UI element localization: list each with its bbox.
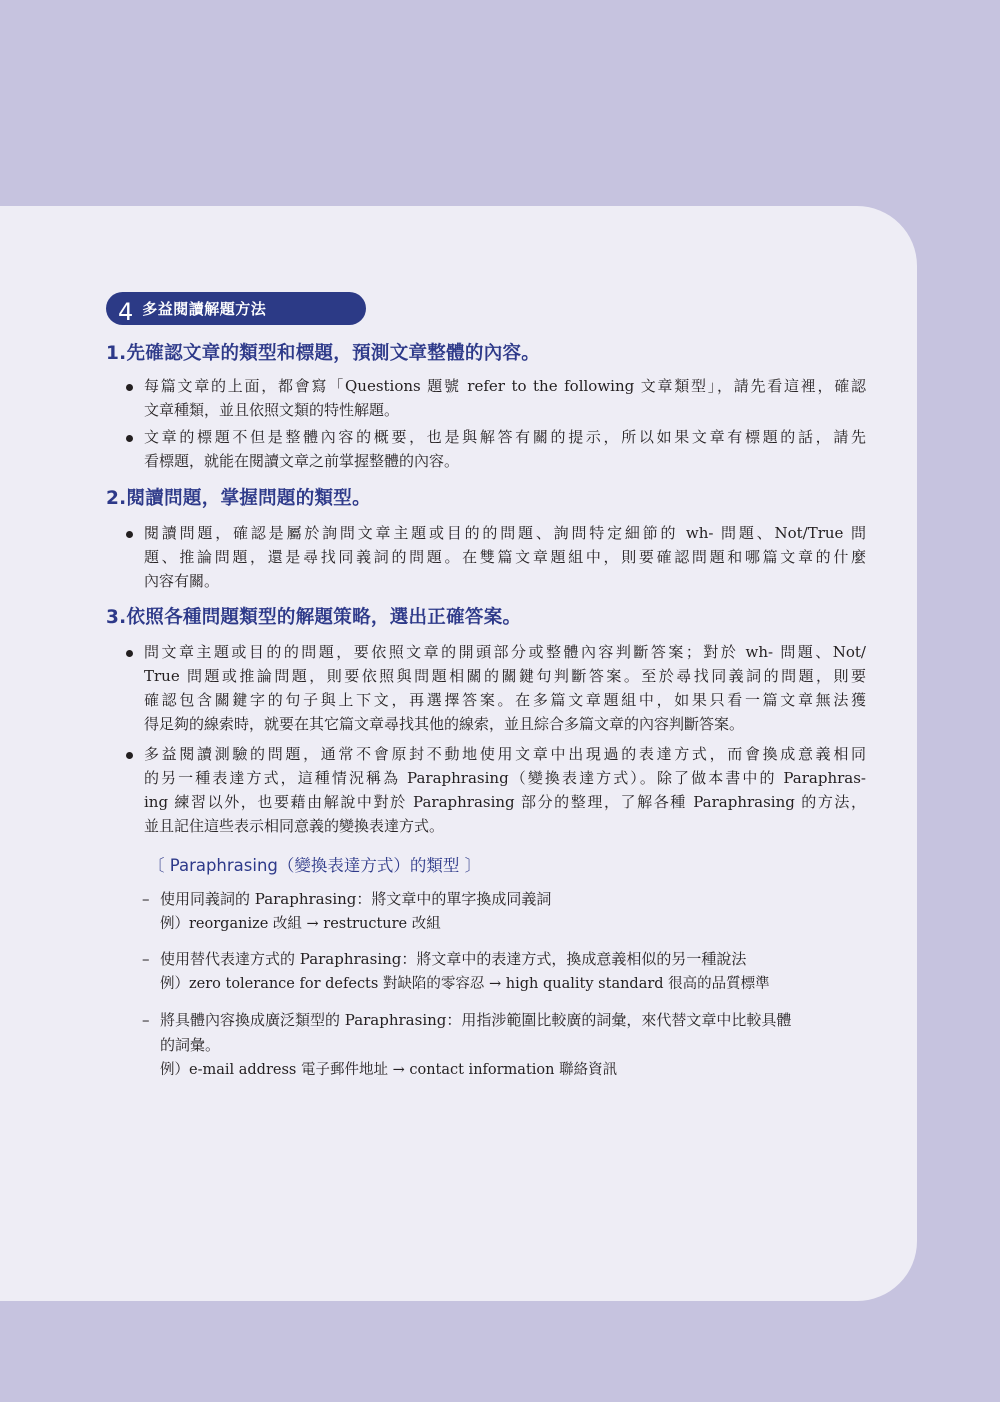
paragraph-line: 文章的標題不但是整體內容的概要，也是與解答有關的提示，所以如果文章有標題的話，請先	[144, 428, 866, 446]
paragraph-line: 確認包含關鍵字的句子與上下文，再選擇答案。在多篇文章題組中，如果只看一篇文章無法獲	[144, 691, 866, 709]
paragraph-line: ing 練習以外，也要藉由解說中對於 Paraphrasing 部分的整理，了解各種 Paraphrasing 的方法，	[144, 793, 866, 811]
paragraph-line: 問文章主題或目的的問題，要依照文章的開頭部分或整體內容判斷答案；對於 wh- 問題、Not/	[144, 643, 866, 661]
paragraph-line: 多益閱讀測驗的問題，通常不會原封不動地使用文章中出現過的表達方式，而會換成意義相同	[144, 745, 866, 763]
paragraph-line: 的另一種表達方式，這種情況稱為 Paraphrasing（變換表達方式）。除了做本書中的 Paraphras-	[144, 769, 866, 787]
bullet-dot	[126, 531, 133, 538]
paraphrasing-type-1	[142, 887, 872, 937]
step-3-heading: 3.依照各種問題類型的解題策略，選出正確答案。	[106, 607, 522, 628]
paragraph-line: 並且記住這些表示相同意義的變換表達方式。	[144, 817, 445, 835]
type-description: 使用替代表達方式的 Paraphrasing：將文章中的表達方式，換成意義相似的另一種說法	[160, 950, 747, 968]
section-tag	[106, 292, 366, 325]
step-3-bullet-2	[126, 742, 866, 838]
paragraph-line: 得足夠的線索時，就要在其它篇文章尋找其他的線索，並且綜合多篇文章的內容判斷答案。	[144, 715, 745, 733]
paragraph-line: 每篇文章的上面，都會寫「Questions 題號 refer to the following 文章類型」，請先看這裡，確認	[144, 377, 866, 395]
bullet-dot	[126, 650, 133, 657]
step-2-heading: 2.閱讀問題，掌握問題的類型。	[106, 488, 371, 509]
paragraph-line: 題、推論問題，還是尋找同義詞的問題。在雙篇文章題組中，則要確認問題和哪篇文章的什麼	[144, 548, 866, 566]
dash-marker: –	[142, 890, 150, 908]
step-2-bullet-1	[126, 521, 866, 593]
section-number: 4	[118, 297, 134, 326]
bullet-dot	[126, 384, 133, 391]
step-1-bullet-2	[126, 425, 866, 473]
type-example: 例）e-mail address 電子郵件地址 → contact information 聯絡資訊	[160, 1062, 618, 1078]
paraphrasing-type-3	[142, 1008, 872, 1083]
paragraph-line: 看標題，就能在閱讀文章之前掌握整體的內容。	[144, 452, 460, 470]
paraphrasing-heading: 〔 Paraphrasing（變換表達方式）的類型 〕	[148, 856, 482, 875]
type-example: 例）reorganize 改組 → restructure 改組	[160, 916, 441, 932]
step-1-bullet-1	[126, 374, 866, 422]
paragraph-line: 閱讀問題，確認是屬於詢問文章主題或目的的問題、詢問特定細節的 wh- 問題、Not/True 問	[144, 524, 866, 542]
dash-marker: –	[142, 950, 150, 968]
paragraph-line: 內容有關。	[144, 572, 220, 590]
type-example: 例）zero tolerance for defects 對缺陷的零容忍 → high quality standard 很高的品質標準	[160, 976, 770, 992]
dash-marker: –	[142, 1011, 150, 1029]
step-1-heading: 1.先確認文章的類型和標題，預測文章整體的內容。	[106, 343, 541, 364]
type-description: 使用同義詞的 Paraphrasing：將文章中的單字換成同義詞	[160, 890, 552, 908]
step-3-bullet-1	[126, 640, 866, 736]
paraphrasing-type-2	[142, 947, 872, 997]
bullet-dot	[126, 435, 133, 442]
paragraph-line: 文章種類，並且依照文類的特性解題。	[144, 401, 400, 419]
paragraph-line: True 問題或推論問題，則要依照與問題相關的關鍵句判斷答案。至於尋找同義詞的問題，則要	[144, 667, 866, 685]
bullet-dot	[126, 752, 133, 759]
type-description-continued: 的詞彙。	[160, 1036, 221, 1054]
section-title: 多益閱讀解題方法	[142, 300, 267, 318]
type-description: 將具體內容換成廣泛類型的 Paraphrasing：用指涉範圍比較廣的詞彙，來代替文章中比較具體	[160, 1011, 792, 1029]
